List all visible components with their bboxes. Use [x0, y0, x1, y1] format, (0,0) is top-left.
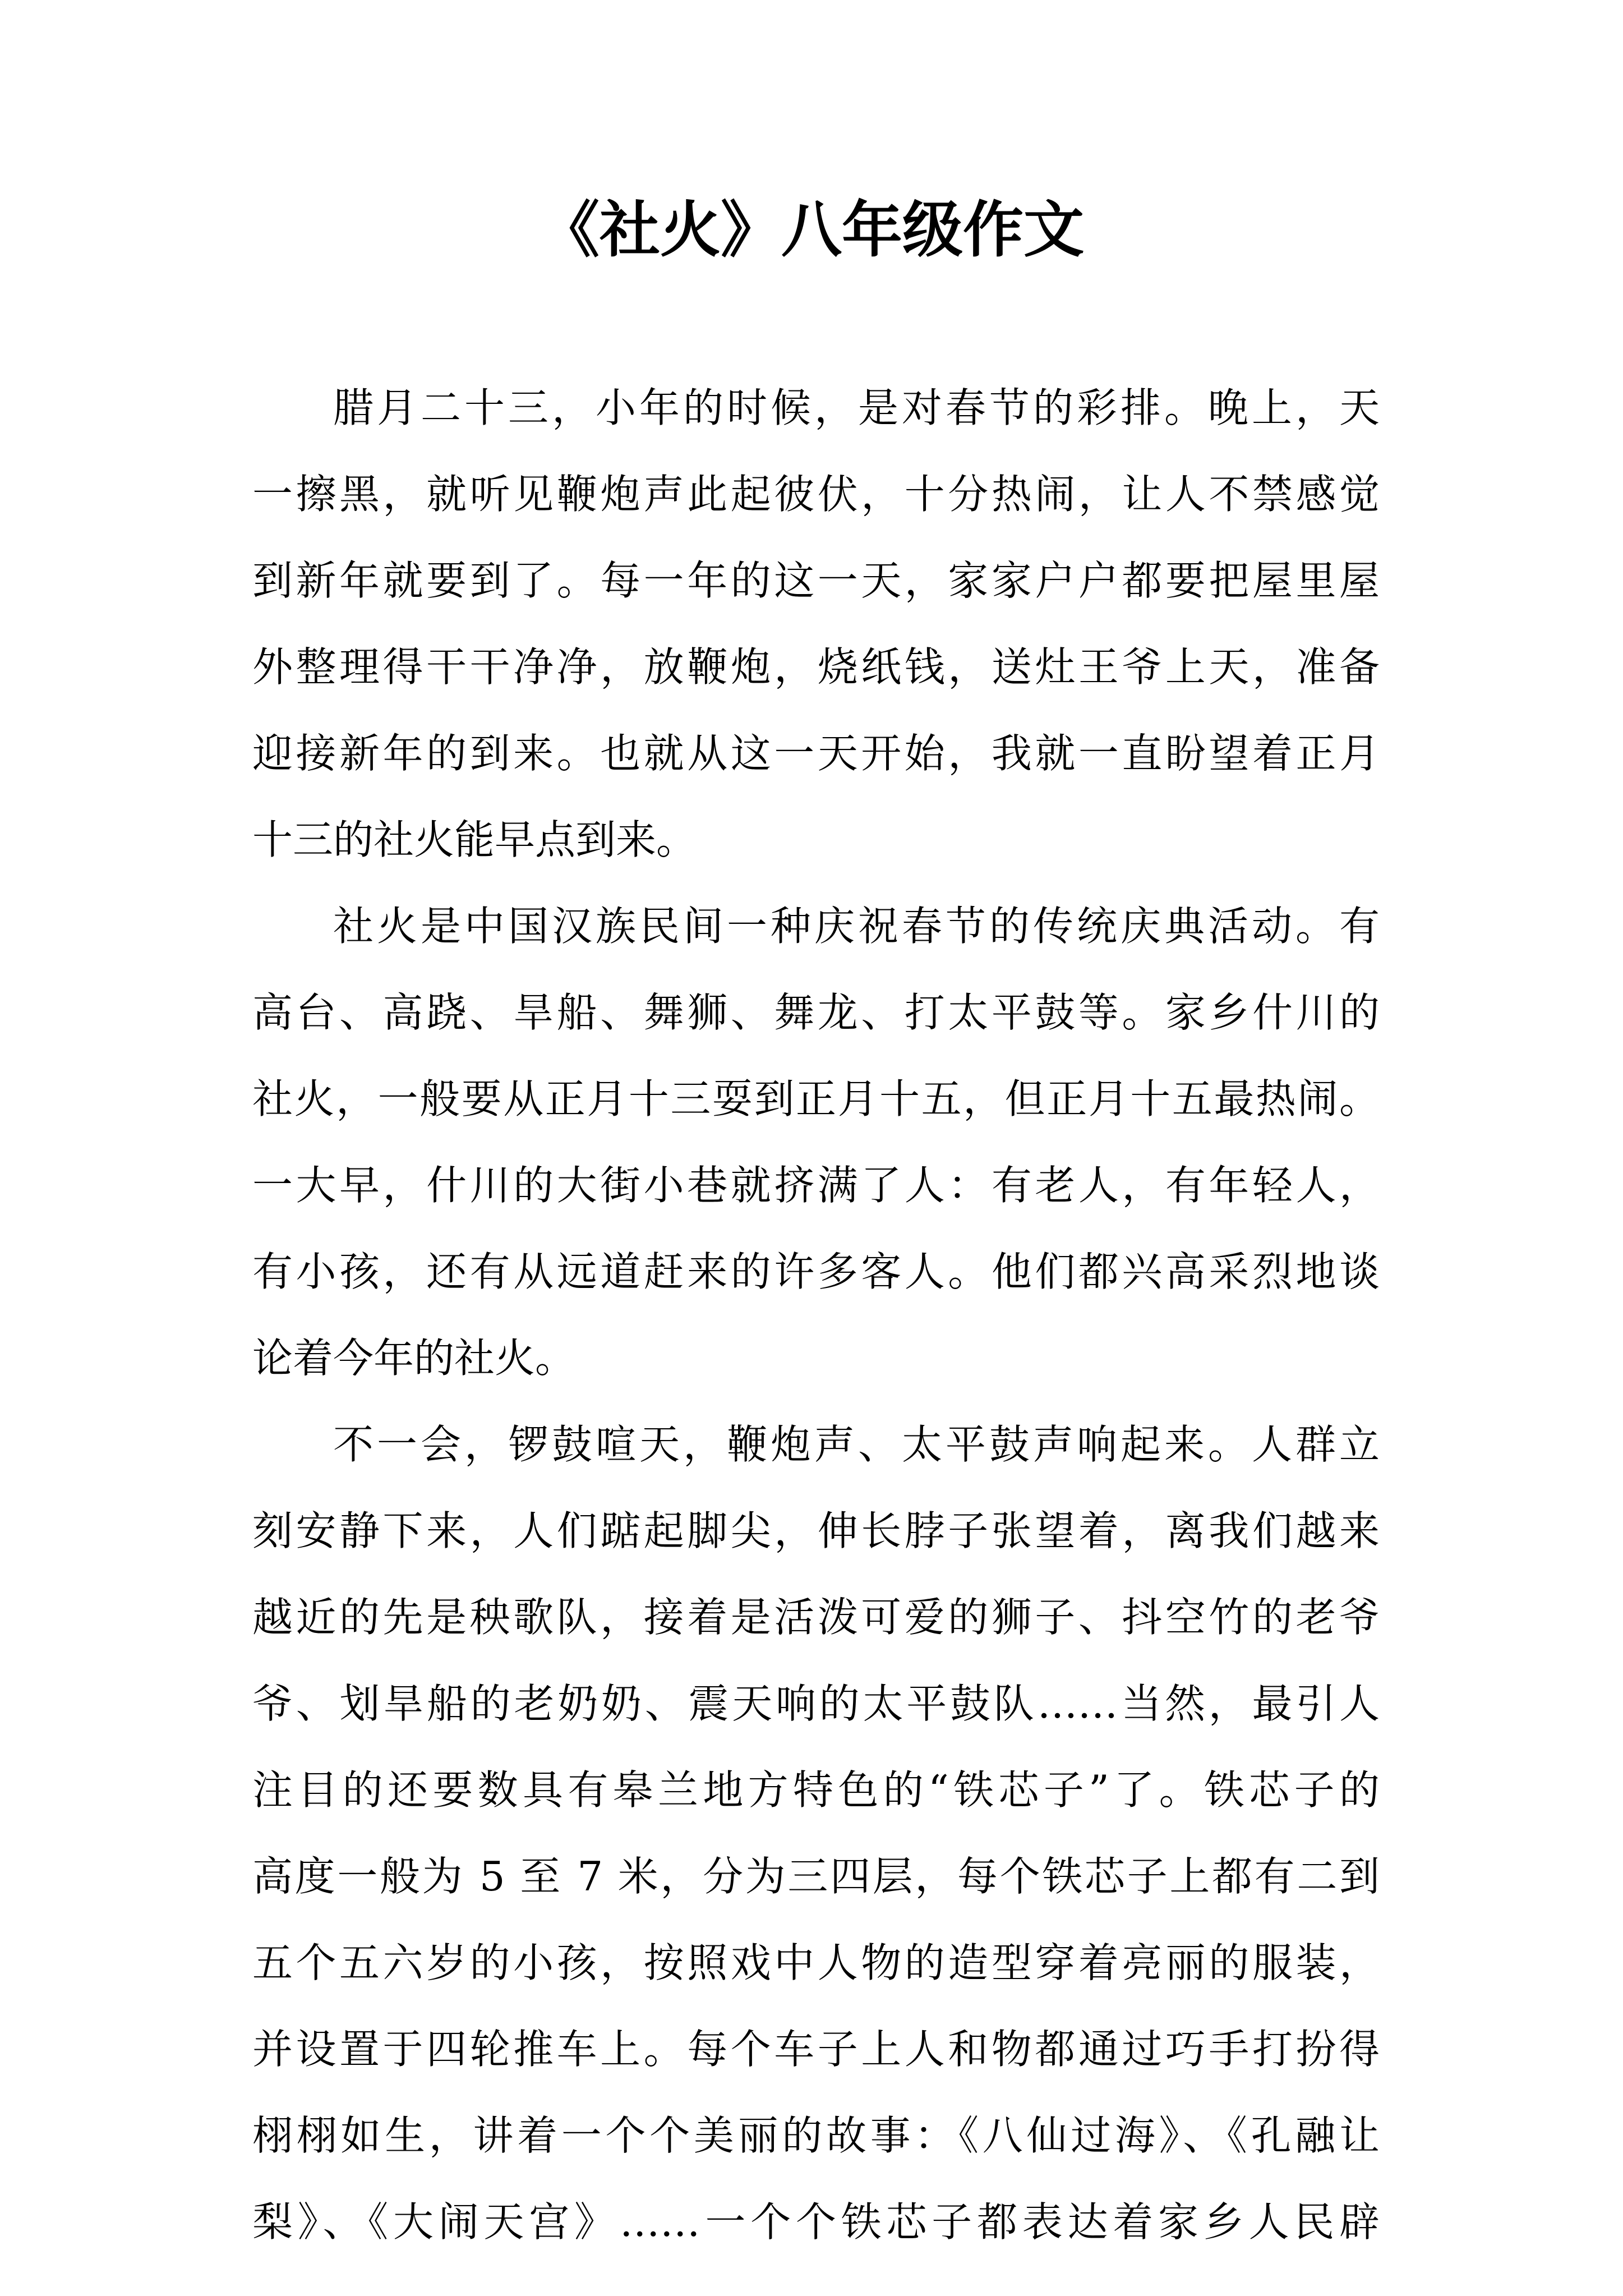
- paragraph-3-line-2: 刻安静下来，人们踮起脚尖，伸长脖子张望着，离我们越来: [252, 1507, 1380, 1554]
- paragraph-3-line-5: 注目的还要数具有皋兰地方特色的“铁芯子”了。铁芯子的: [252, 1766, 1380, 1814]
- paragraph-3-line-10: 梨》、《大闹天宫》……一个个铁芯子都表达着家乡人民辟: [252, 2198, 1380, 2246]
- paragraph-3-line-8: 并设置于四轮推车上。每个车子上人和物都通过巧手打扮得: [252, 2026, 1380, 2073]
- paragraph-3-line-3: 越近的先是秧歌队，接着是活泼可爱的狮子、抖空竹的老爷: [252, 1594, 1380, 1641]
- paragraph-1-line-1: 腊月二十三，小年的时候，是对春节的彩排。晚上，天: [333, 384, 1380, 431]
- paragraph-1-line-3: 到新年就要到了。每一年的这一天，家家户户都要把屋里屋: [252, 557, 1380, 604]
- paragraph-3-line-6: 高度一般为 5 至 7 米，分为三四层，每个铁芯子上都有二到: [252, 1853, 1380, 1900]
- paragraph-2-line-5: 有小孩，还有从远道赶来的许多客人。他们都兴高采烈地谈: [252, 1248, 1380, 1295]
- paragraph-1-line-6: 十三的社火能早点到来。: [252, 816, 697, 863]
- paragraph-1-line-4: 外整理得干干净净，放鞭炮，烧纸钱，送灶王爷上天，准备: [252, 643, 1380, 691]
- paragraph-1-line-5: 迎接新年的到来。也就从这一天开始，我就一直盼望着正月: [252, 730, 1380, 777]
- paragraph-2-line-3: 社火，一般要从正月十三耍到正月十五，但正月十五最热闹。: [252, 1075, 1380, 1122]
- paragraph-2-line-2: 高台、高跷、旱船、舞狮、舞龙、打太平鼓等。家乡什川的: [252, 989, 1380, 1036]
- paragraph-1-line-2: 一擦黑，就听见鞭炮声此起彼伏，十分热闹，让人不禁感觉: [252, 471, 1380, 518]
- paragraph-3-line-9: 栩栩如生，讲着一个个美丽的故事：《八仙过海》、《孔融让: [252, 2112, 1380, 2159]
- paragraph-2-line-4: 一大早，什川的大街小巷就挤满了人：有老人，有年轻人，: [252, 1162, 1380, 1209]
- document-title: 《社火》八年级作文: [538, 195, 1084, 265]
- paragraph-3-line-1: 不一会，锣鼓喧天，鞭炮声、太平鼓声响起来。人群立: [333, 1421, 1380, 1468]
- paragraph-2-line-6: 论着今年的社火。: [252, 1335, 576, 1382]
- paragraph-3-line-4: 爷、划旱船的老奶奶、震天响的太平鼓队……当然，最引人: [252, 1680, 1380, 1727]
- paragraph-2-line-1: 社火是中国汉族民间一种庆祝春节的传统庆典活动。有: [333, 903, 1380, 950]
- paragraph-3-line-7: 五个五六岁的小孩，按照戏中人物的造型穿着亮丽的服装，: [252, 1939, 1380, 1986]
